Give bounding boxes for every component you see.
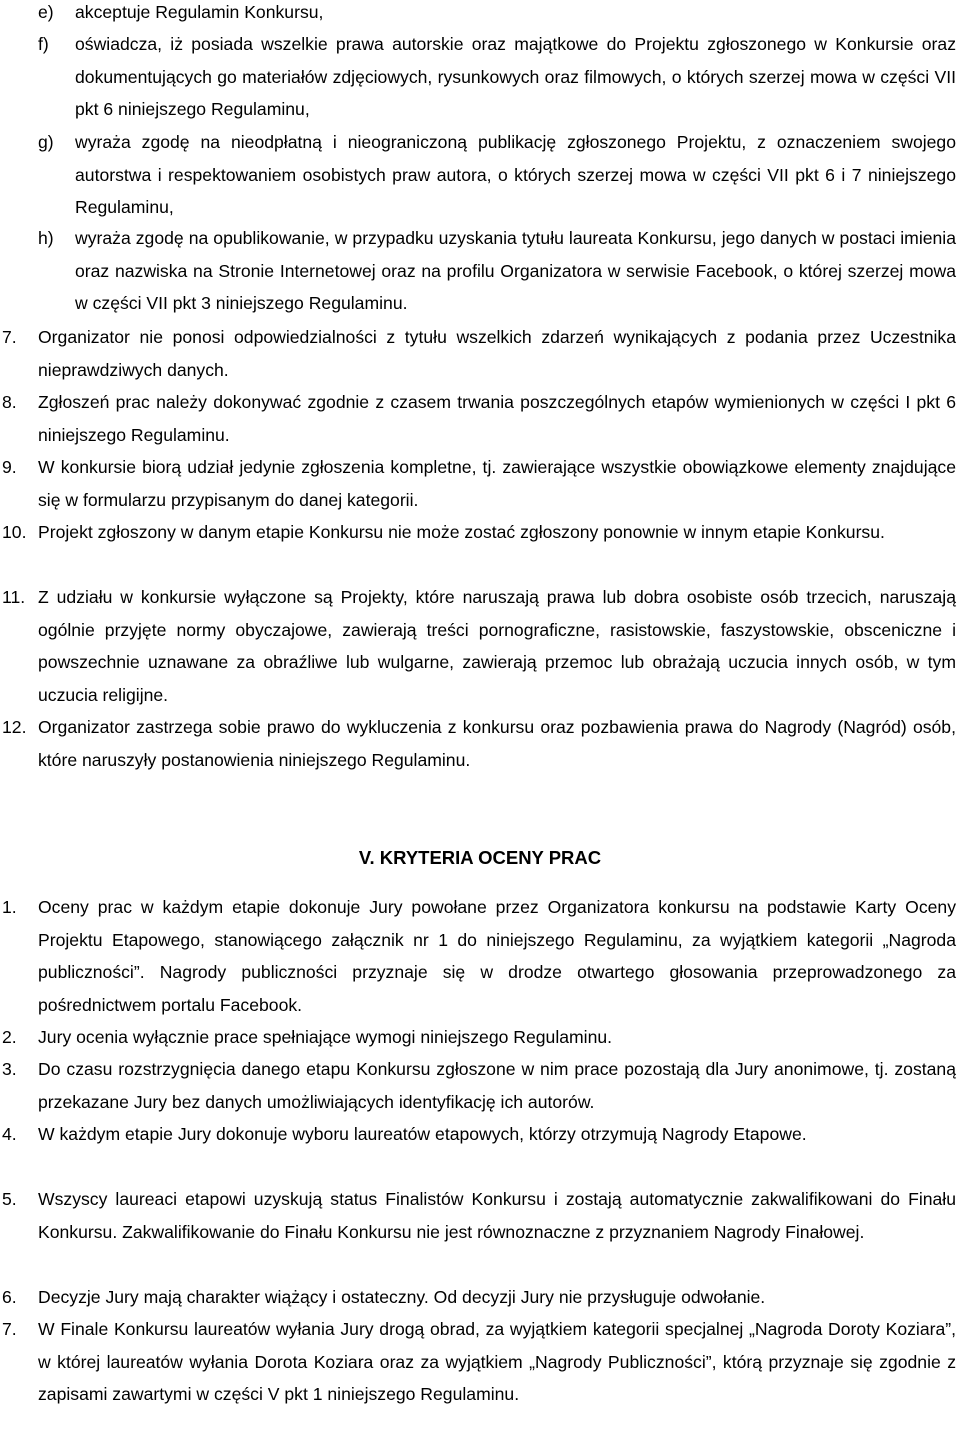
- list-item-text: oświadcza, iż posiada wszelkie prawa autorskie oraz majątkowe do Projektu zgłoszonego w Konkursie oraz dokumentujących go materiałów zdjęciowych, rysunkowych oraz filmowych, o których szerzej mowa w części VII pkt 6 niniejszego Regulaminu,: [75, 34, 956, 120]
- list-item-8: [0, 386, 960, 451]
- list-item-text: akceptuje Regulamin Konkursu,: [75, 2, 324, 22]
- list-item-9: [0, 451, 960, 516]
- list-item-text: W konkursie biorą udział jedynie zgłoszenia kompletne, tj. zawierające wszystkie obowiązkowe elementy znajdujące się w formularzu przypisanym do danej kategorii.: [38, 457, 956, 510]
- list-marker: 11.: [2, 587, 26, 607]
- list-marker: 5.: [2, 1189, 17, 1209]
- criteria-item-2: [0, 1021, 960, 1054]
- criteria-item-7: [0, 1313, 960, 1411]
- list-marker: f): [38, 34, 49, 54]
- list-marker: 3.: [2, 1059, 17, 1079]
- list-marker: h): [38, 228, 54, 248]
- list-marker: 12.: [2, 717, 27, 737]
- list-marker: e): [38, 2, 54, 22]
- list-item-text: Wszyscy laureaci etapowi uzyskują status Finalistów Konkursu i zostają automatycznie zakwalifikowani do Finału Konkursu. Zakwalifikowanie do Finału Konkursu nie jest równoznaczne z przyznaniem Nagrody Finałowej.: [38, 1189, 956, 1242]
- list-item-text: Decyzje Jury mają charakter wiążący i ostateczny. Od decyzji Jury nie przysługuje odwołanie.: [38, 1287, 766, 1307]
- list-item-text: Jury ocenia wyłącznie prace spełniające wymogi niniejszego Regulaminu.: [38, 1027, 613, 1047]
- list-marker: 7.: [2, 327, 17, 347]
- criteria-item-6: [0, 1281, 960, 1314]
- list-item-text: Do czasu rozstrzygnięcia danego etapu Konkursu zgłoszone w nim prace pozostają dla Jury anonimowe, tj. zostaną przekazane Jury bez danych umożliwiających identyfikację ich autorów.: [38, 1059, 956, 1112]
- list-item-g: [0, 126, 960, 224]
- criteria-item-4: [0, 1118, 960, 1151]
- list-marker: g): [38, 132, 54, 152]
- list-item-text: W Finale Konkursu laureatów wyłania Jury drogą obrad, za wyjątkiem kategorii specjalnej „Nagroda Doroty Koziara”, w której laureatów wyłania Dorota Koziara oraz za wyjątkiem „Nagrody Publiczności”, którą przyznaje się zgodnie z zapisami zawartymi w części V pkt 1 niniejszego Regulaminu.: [38, 1319, 956, 1405]
- list-marker: 6.: [2, 1287, 17, 1307]
- list-item-text: Oceny prac w każdym etapie dokonuje Jury powołane przez Organizatora konkursu na podstawie Karty Oceny Projektu Etapowego, stanowiącego załącznik nr 1 do niniejszego Regulaminu, za wyjątkiem kategorii „Nagroda publiczności”. Nagrody publiczności przyznaje się w drodze otwartego głosowania przeprowadzonego za pośrednictwem portalu Facebook.: [38, 897, 956, 1015]
- list-item-text: wyraża zgodę na nieodpłatną i nieograniczoną publikację zgłoszonego Projektu, z oznaczeniem swojego autorstwa i respektowaniem osobistych praw autora, o których szerzej mowa w części VII pkt 6 i 7 niniejszego Regulaminu,: [75, 132, 956, 218]
- section-heading: V. KRYTERIA OCENY PRAC: [358, 847, 602, 868]
- list-item-h: [0, 222, 960, 320]
- list-marker: 9.: [2, 457, 17, 477]
- list-item-e: [0, 0, 960, 29]
- criteria-item-1: [0, 891, 960, 1021]
- criteria-item-3: [0, 1053, 960, 1118]
- list-marker: 7.: [2, 1319, 17, 1339]
- list-item-text: W każdym etapie Jury dokonuje wyboru laureatów etapowych, którzy otrzymują Nagrody Etapowe.: [38, 1124, 807, 1144]
- list-item-text: Z udziału w konkursie wyłączone są Projekty, które naruszają prawa lub dobra osobiste osób trzecich, naruszają ogólnie przyjęte normy obyczajowe, zawierają treści pornograficzne, rasistowskie, faszystowskie, obsceniczne i powszechnie uznawane za obraźliwe lub wulgarne, zawierają przemoc lub obrażają uczucia innych osób, w tym uczucia religijne.: [38, 587, 956, 705]
- list-item-10: [0, 516, 960, 549]
- list-item-f: [0, 28, 960, 126]
- list-item-text: Organizator nie ponosi odpowiedzialności z tytułu wszelkich zdarzeń wynikających z podania przez Uczestnika nieprawdziwych danych.: [38, 327, 956, 380]
- list-item-11: [0, 581, 960, 711]
- list-marker: 2.: [2, 1027, 17, 1047]
- list-item-12: [0, 711, 960, 776]
- list-marker: 8.: [2, 392, 17, 412]
- list-marker: 10.: [2, 522, 27, 542]
- list-item-text: Organizator zastrzega sobie prawo do wykluczenia z konkursu oraz pozbawienia prawa do Nagrody (Nagród) osób, które naruszyły postanowienia niniejszego Regulaminu.: [38, 717, 956, 770]
- list-item-7: [0, 321, 960, 386]
- list-marker: 1.: [2, 897, 17, 917]
- list-item-text: Projekt zgłoszony w danym etapie Konkursu nie może zostać zgłoszony ponownie w innym etapie Konkursu.: [38, 522, 885, 542]
- list-marker: 4.: [2, 1124, 17, 1144]
- list-item-text: Zgłoszeń prac należy dokonywać zgodnie z czasem trwania poszczególnych etapów wymienionych w części I pkt 6 niniejszego Regulaminu.: [38, 392, 956, 445]
- list-item-text: wyraża zgodę na opublikowanie, w przypadku uzyskania tytułu laureata Konkursu, jego danych w postaci imienia oraz nazwiska na Stronie Internetowej oraz na profilu Organizatora w serwisie Facebook, o której szerzej mowa w części VII pkt 3 niniejszego Regulaminu.: [75, 228, 956, 314]
- criteria-item-5: [0, 1183, 960, 1248]
